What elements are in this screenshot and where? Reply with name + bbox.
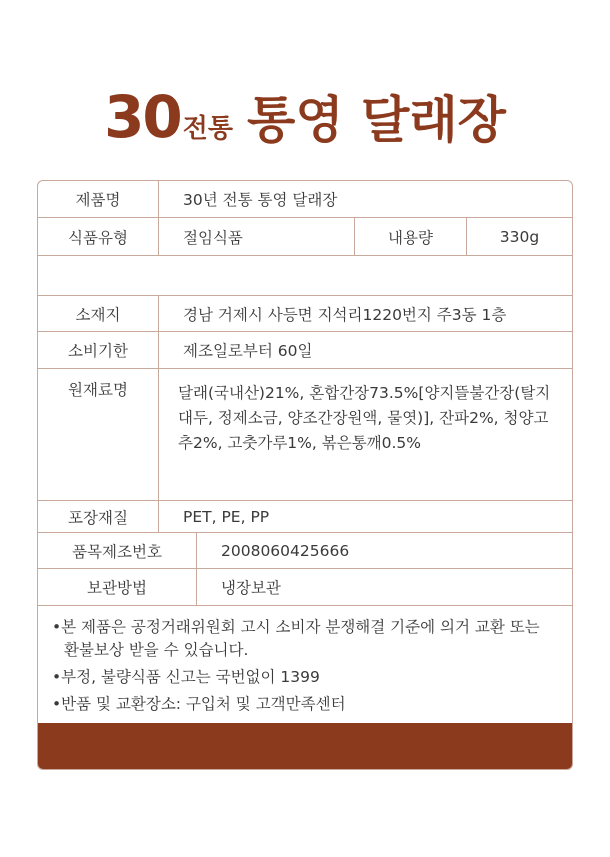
notice-item: •부정, 불량식품 신고는 국번없이 1399 bbox=[52, 668, 320, 686]
row-food-type bbox=[38, 218, 572, 256]
row-ingredients bbox=[38, 369, 572, 501]
page-title bbox=[0, 80, 610, 152]
food-type-label: 식품유형 bbox=[68, 228, 128, 247]
row-packaging bbox=[38, 501, 572, 533]
packaging-value: PET, PE, PP bbox=[158, 501, 572, 532]
expiry-label: 소비기한 bbox=[68, 342, 128, 360]
storage-label: 보관방법 bbox=[87, 579, 147, 597]
title-small: 전통 bbox=[182, 114, 234, 144]
food-type-value: 절임식품 bbox=[158, 218, 354, 255]
report-no-label: 품목제조번호 bbox=[72, 542, 162, 561]
ingredients-label: 원재료명 bbox=[68, 381, 128, 399]
location-label: 소재지 bbox=[75, 305, 121, 324]
volume-value: 330g bbox=[466, 218, 572, 255]
row-location bbox=[38, 296, 572, 332]
row-report-no bbox=[38, 533, 572, 569]
row-expiry bbox=[38, 332, 572, 369]
expiry-value: 제조일로부터 60일 bbox=[158, 332, 572, 368]
row-product-name bbox=[38, 181, 572, 218]
ingredients-value: 달래(국내산)21%, 혼합간장73.5%[양지뜰불간장(탈지대두, 정제소금, 양조간장원액, 물엿)], 잔파2%, 청양고추2%, 고춧가루1%, 볶은통깨0.5% bbox=[178, 384, 551, 452]
notice-item: •본 제품은 공정거래위원회 고시 소비자 분쟁해결 기준에 의거 교환 또는 환불보상 받을 수 있습니다. bbox=[52, 618, 540, 659]
row-storage bbox=[38, 569, 572, 606]
packaging-label: 포장재질 bbox=[68, 508, 128, 527]
notice-list bbox=[38, 606, 572, 720]
product-name-value: 30년 전통 통영 달래장 bbox=[158, 181, 572, 217]
storage-value: 냉장보관 bbox=[196, 569, 572, 605]
product-name-label: 제품명 bbox=[75, 191, 121, 209]
row-empty bbox=[38, 256, 572, 296]
location-value: 경남 거제시 사등면 지석리1220번지 주3동 1층 bbox=[158, 296, 572, 331]
product-info-panel bbox=[37, 180, 573, 770]
volume-label: 내용량 bbox=[354, 218, 466, 255]
footer-bar bbox=[38, 723, 572, 769]
notice-item: •반품 및 교환장소: 구입처 및 고객만족센터 bbox=[52, 695, 346, 713]
title-number: 30 bbox=[104, 83, 181, 151]
title-main: 통영 달래장 bbox=[247, 91, 506, 149]
report-no-value: 2008060425666 bbox=[196, 533, 572, 568]
